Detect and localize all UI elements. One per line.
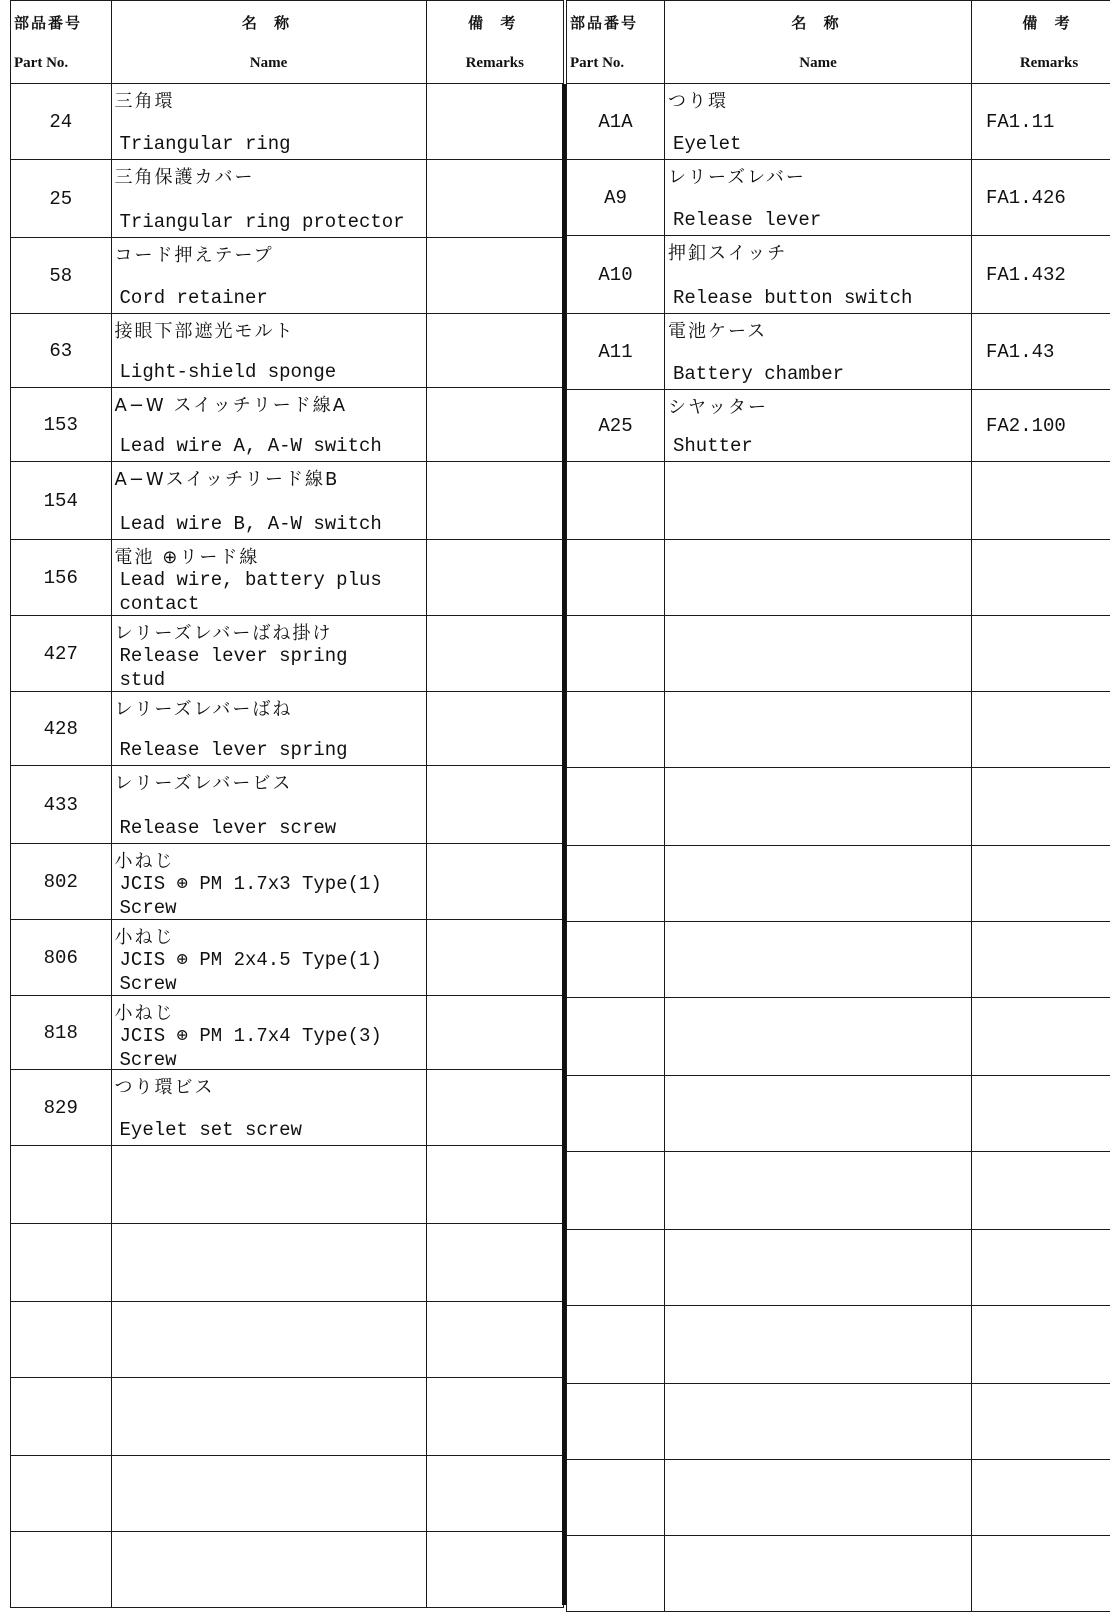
part-name-cell bbox=[111, 920, 426, 996]
part-name-cell bbox=[111, 766, 426, 844]
part-remarks bbox=[972, 1536, 1110, 1612]
part-remarks bbox=[426, 462, 564, 540]
part-remarks bbox=[426, 616, 564, 692]
part-name-cell bbox=[111, 1456, 426, 1532]
part-remarks bbox=[972, 1076, 1110, 1152]
part-name-cell bbox=[111, 1224, 426, 1302]
table-row bbox=[11, 160, 564, 238]
part-name-jp: つり環 bbox=[668, 87, 728, 113]
part-remarks bbox=[426, 1378, 564, 1456]
table-row bbox=[11, 1378, 564, 1456]
table-row bbox=[11, 314, 564, 388]
part-number: 24 bbox=[11, 84, 112, 160]
part-remarks bbox=[426, 766, 564, 844]
header-remarks-jp: 備 考 bbox=[972, 12, 1110, 33]
table-row bbox=[567, 390, 1110, 462]
part-name-en: Lead wire B, A-W switch bbox=[120, 513, 382, 535]
part-remarks bbox=[426, 1302, 564, 1378]
part-name-jp: A−W スイッチリード線A bbox=[115, 391, 348, 417]
table-row bbox=[11, 238, 564, 314]
header-part-no-en: Part No. bbox=[11, 55, 111, 72]
part-name-en: Lead wire A, A-W switch bbox=[120, 435, 382, 457]
part-remarks bbox=[426, 540, 564, 616]
part-number: A1A bbox=[567, 84, 665, 160]
table-row bbox=[11, 844, 564, 920]
part-name-cell bbox=[665, 160, 972, 236]
part-remarks: FA1.432 bbox=[972, 236, 1110, 314]
table-row bbox=[11, 1146, 564, 1224]
part-number: 802 bbox=[11, 844, 112, 920]
header-remarks-en: Remarks bbox=[972, 55, 1110, 72]
part-number bbox=[11, 1378, 112, 1456]
part-number bbox=[11, 1302, 112, 1378]
table-row bbox=[567, 616, 1110, 692]
part-name-jp: シヤッター bbox=[668, 393, 768, 419]
header-part-no-en: Part No. bbox=[567, 55, 664, 72]
part-remarks bbox=[426, 1456, 564, 1532]
table-row bbox=[567, 462, 1110, 540]
part-remarks bbox=[426, 84, 564, 160]
table-row bbox=[567, 1460, 1110, 1536]
part-number: A25 bbox=[567, 390, 665, 462]
header-name bbox=[665, 1, 972, 84]
part-name-en: JCIS ⊕ PM 2x4.5 Type(1) Screw bbox=[120, 948, 382, 996]
part-name-cell bbox=[665, 1460, 972, 1536]
table-row bbox=[567, 236, 1110, 314]
part-name-en: Eyelet set screw bbox=[120, 1119, 302, 1141]
part-number bbox=[567, 1076, 665, 1152]
part-number: 818 bbox=[11, 996, 112, 1070]
part-number: 25 bbox=[11, 160, 112, 238]
part-name-en: Release lever screw bbox=[120, 817, 337, 839]
part-remarks bbox=[972, 1152, 1110, 1230]
header-part-no bbox=[567, 1, 665, 84]
part-number: 433 bbox=[11, 766, 112, 844]
part-name-en: Light-shield sponge bbox=[120, 361, 337, 383]
part-remarks bbox=[972, 540, 1110, 616]
table-row bbox=[567, 1152, 1110, 1230]
part-name-cell bbox=[665, 998, 972, 1076]
part-name-en: Shutter bbox=[673, 435, 753, 457]
part-name-en: Release lever bbox=[673, 209, 821, 231]
part-remarks bbox=[426, 238, 564, 314]
part-remarks bbox=[426, 692, 564, 766]
part-number: 58 bbox=[11, 238, 112, 314]
table-row bbox=[567, 1384, 1110, 1460]
table-row bbox=[11, 1456, 564, 1532]
part-name-cell bbox=[665, 1306, 972, 1384]
part-name-cell bbox=[665, 1536, 972, 1612]
part-number bbox=[567, 1306, 665, 1384]
part-remarks bbox=[426, 1532, 564, 1608]
part-name-jp: 電池 ⊕リード線 bbox=[115, 543, 260, 569]
part-name-jp: 小ねじ bbox=[115, 923, 175, 949]
part-remarks bbox=[426, 996, 564, 1070]
part-name-cell bbox=[111, 388, 426, 462]
part-name-jp: 電池ケース bbox=[668, 317, 767, 343]
part-name-cell bbox=[665, 236, 972, 314]
part-number: A10 bbox=[567, 236, 665, 314]
part-name-cell bbox=[111, 1378, 426, 1456]
part-remarks: FA1.11 bbox=[972, 84, 1110, 160]
table-row bbox=[11, 540, 564, 616]
part-name-en: Release button switch bbox=[673, 287, 912, 309]
part-remarks bbox=[972, 1384, 1110, 1460]
part-name-cell bbox=[111, 616, 426, 692]
table-row bbox=[567, 1536, 1110, 1612]
table-row bbox=[11, 920, 564, 996]
table-row bbox=[11, 1302, 564, 1378]
header-name-jp: 名 称 bbox=[112, 12, 426, 33]
part-name-en: Release lever spring stud bbox=[120, 644, 348, 692]
part-remarks bbox=[426, 1146, 564, 1224]
part-name-jp: 押釦スイッチ bbox=[668, 239, 787, 265]
part-remarks: FA2.100 bbox=[972, 390, 1110, 462]
part-number: A9 bbox=[567, 160, 665, 236]
table-row bbox=[567, 314, 1110, 390]
parts-table-left bbox=[10, 0, 564, 1608]
part-number: 153 bbox=[11, 388, 112, 462]
part-name-jp: 接眼下部遮光モルト bbox=[115, 317, 295, 343]
part-number bbox=[567, 692, 665, 768]
part-number bbox=[567, 998, 665, 1076]
part-name-cell bbox=[111, 540, 426, 616]
table-row bbox=[567, 540, 1110, 616]
part-remarks bbox=[972, 1230, 1110, 1306]
part-name-jp: レリーズレバー bbox=[668, 163, 806, 189]
part-name-jp: 三角環 bbox=[115, 87, 175, 113]
header-remarks bbox=[426, 1, 564, 84]
part-remarks bbox=[426, 1070, 564, 1146]
table-row bbox=[567, 846, 1110, 922]
table-header bbox=[11, 1, 564, 84]
part-number bbox=[567, 846, 665, 922]
table-row bbox=[11, 1224, 564, 1302]
part-number: 806 bbox=[11, 920, 112, 996]
part-name-cell bbox=[665, 314, 972, 390]
part-number bbox=[567, 616, 665, 692]
part-name-en: Release lever spring bbox=[120, 739, 348, 761]
header-name-en: Name bbox=[112, 55, 426, 72]
part-name-en: Lead wire, battery plus contact bbox=[120, 568, 382, 616]
part-number bbox=[567, 1536, 665, 1612]
part-name-cell bbox=[665, 1384, 972, 1460]
part-number bbox=[567, 1384, 665, 1460]
part-number bbox=[11, 1146, 112, 1224]
part-name-en: JCIS ⊕ PM 1.7x3 Type(1) Screw bbox=[120, 872, 382, 920]
part-number: 427 bbox=[11, 616, 112, 692]
part-name-jp: レリーズレバーばね掛け bbox=[115, 619, 333, 645]
part-name-cell bbox=[665, 84, 972, 160]
part-number bbox=[11, 1224, 112, 1302]
part-name-cell bbox=[665, 540, 972, 616]
part-number: 428 bbox=[11, 692, 112, 766]
header-part-no bbox=[11, 1, 112, 84]
part-name-en: Triangular ring bbox=[120, 133, 291, 155]
part-remarks bbox=[972, 462, 1110, 540]
table-row bbox=[567, 160, 1110, 236]
part-remarks bbox=[426, 388, 564, 462]
header-name-jp: 名 称 bbox=[665, 12, 971, 33]
table-row bbox=[567, 692, 1110, 768]
table-row bbox=[567, 84, 1110, 160]
part-name-jp: 小ねじ bbox=[115, 999, 175, 1025]
table-row bbox=[11, 766, 564, 844]
parts-table-right bbox=[566, 0, 1110, 1612]
part-remarks bbox=[426, 160, 564, 238]
part-remarks bbox=[972, 1460, 1110, 1536]
part-name-cell bbox=[111, 1302, 426, 1378]
part-name-jp: 小ねじ bbox=[115, 847, 175, 873]
part-number bbox=[567, 540, 665, 616]
part-name-cell bbox=[665, 922, 972, 998]
part-remarks bbox=[972, 846, 1110, 922]
table-row bbox=[11, 1070, 564, 1146]
table-row bbox=[11, 84, 564, 160]
part-name-en: JCIS ⊕ PM 1.7x4 Type(3) Screw bbox=[120, 1024, 382, 1072]
part-name-cell bbox=[665, 1076, 972, 1152]
left-table-body bbox=[11, 84, 564, 1608]
right-table-body bbox=[567, 84, 1110, 1612]
part-number bbox=[567, 1152, 665, 1230]
part-number bbox=[567, 768, 665, 846]
part-name-cell bbox=[111, 692, 426, 766]
part-name-cell bbox=[665, 462, 972, 540]
part-number bbox=[11, 1456, 112, 1532]
part-name-cell bbox=[111, 238, 426, 314]
part-number: 154 bbox=[11, 462, 112, 540]
part-name-cell bbox=[665, 692, 972, 768]
table-row bbox=[11, 692, 564, 766]
part-name-cell bbox=[111, 462, 426, 540]
part-remarks bbox=[972, 616, 1110, 692]
header-part-no-jp: 部品番号 bbox=[567, 12, 664, 33]
header-name-en: Name bbox=[665, 55, 971, 72]
part-number bbox=[11, 1532, 112, 1608]
part-name-en: Triangular ring protector bbox=[120, 211, 405, 233]
part-name-cell bbox=[111, 1532, 426, 1608]
part-name-cell bbox=[111, 1070, 426, 1146]
part-name-jp: 三角保護カバー bbox=[115, 163, 255, 189]
part-name-cell bbox=[665, 616, 972, 692]
part-name-jp: レリーズレバーばね bbox=[115, 695, 293, 721]
table-row bbox=[567, 1076, 1110, 1152]
header-remarks-jp: 備 考 bbox=[427, 12, 564, 33]
part-name-cell bbox=[665, 390, 972, 462]
part-remarks: FA1.426 bbox=[972, 160, 1110, 236]
part-name-cell bbox=[111, 1146, 426, 1224]
part-name-cell bbox=[665, 768, 972, 846]
part-number bbox=[567, 462, 665, 540]
part-number: A11 bbox=[567, 314, 665, 390]
table-row bbox=[567, 1306, 1110, 1384]
table-row bbox=[11, 996, 564, 1070]
part-name-en: Cord retainer bbox=[120, 287, 268, 309]
header-remarks bbox=[972, 1, 1110, 84]
part-remarks bbox=[426, 314, 564, 388]
part-name-cell bbox=[111, 844, 426, 920]
table-row bbox=[567, 922, 1110, 998]
part-name-cell bbox=[111, 84, 426, 160]
table-row bbox=[567, 998, 1110, 1076]
part-number bbox=[567, 1230, 665, 1306]
part-name-cell bbox=[111, 996, 426, 1070]
part-name-jp: レリーズレバービス bbox=[115, 769, 293, 795]
part-name-jp: コード押えテープ bbox=[115, 241, 274, 267]
part-number: 156 bbox=[11, 540, 112, 616]
part-remarks bbox=[972, 1306, 1110, 1384]
table-row bbox=[567, 768, 1110, 846]
part-remarks bbox=[426, 920, 564, 996]
part-remarks bbox=[972, 768, 1110, 846]
part-name-cell bbox=[665, 1230, 972, 1306]
part-remarks bbox=[426, 844, 564, 920]
part-remarks bbox=[426, 1224, 564, 1302]
part-remarks bbox=[972, 922, 1110, 998]
part-name-cell bbox=[111, 160, 426, 238]
part-remarks: FA1.43 bbox=[972, 314, 1110, 390]
part-remarks bbox=[972, 998, 1110, 1076]
part-number: 829 bbox=[11, 1070, 112, 1146]
header-part-no-jp: 部品番号 bbox=[11, 12, 111, 33]
part-name-cell bbox=[665, 846, 972, 922]
table-row bbox=[11, 616, 564, 692]
part-number bbox=[567, 922, 665, 998]
table-row bbox=[11, 388, 564, 462]
header-name bbox=[111, 1, 426, 84]
part-name-cell bbox=[665, 1152, 972, 1230]
table-row bbox=[11, 1532, 564, 1608]
table-row bbox=[11, 462, 564, 540]
header-remarks-en: Remarks bbox=[427, 55, 564, 72]
table-header bbox=[567, 1, 1110, 84]
part-remarks bbox=[972, 692, 1110, 768]
part-number bbox=[567, 1460, 665, 1536]
part-name-jp: つり環ビス bbox=[115, 1073, 215, 1099]
part-name-jp: A−Wスイッチリード線B bbox=[115, 465, 340, 491]
table-row bbox=[567, 1230, 1110, 1306]
part-name-cell bbox=[111, 314, 426, 388]
part-number: 63 bbox=[11, 314, 112, 388]
part-name-en: Battery chamber bbox=[673, 363, 844, 385]
part-name-en: Eyelet bbox=[673, 133, 741, 155]
